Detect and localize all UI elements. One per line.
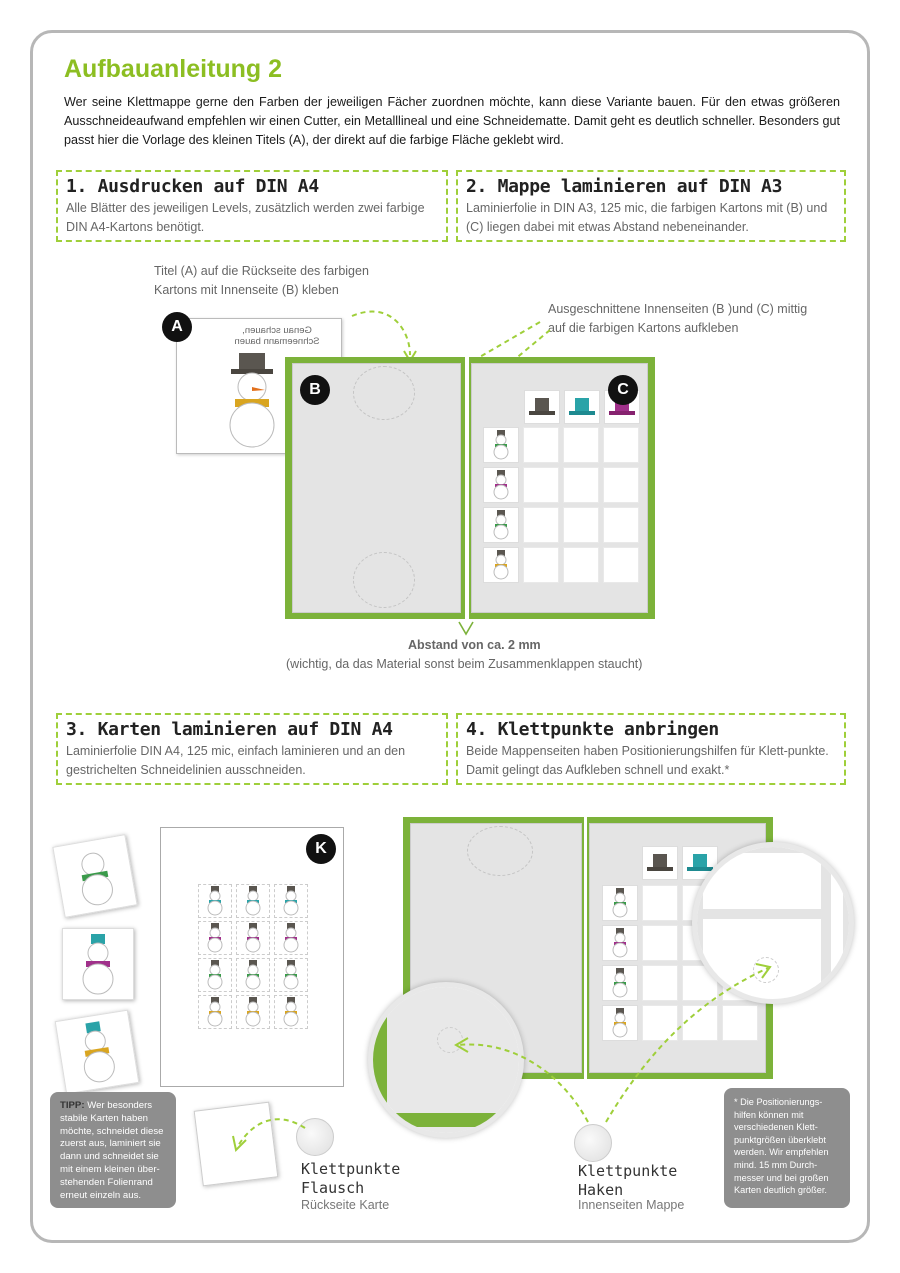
empty-slot bbox=[563, 467, 599, 503]
arrow-haken-left bbox=[458, 1044, 588, 1122]
velcro-guide bbox=[353, 552, 415, 608]
step-3-text: Laminierfolie DIN A4, 125 mic, einfach laminieren und an den gestrichelten Schneidelinien ausschneiden. bbox=[66, 744, 406, 777]
intro-paragraph: Wer seine Klettmappe gerne den Farben der jeweiligen Fächer zuordnen möchte, kann diese Variante bauen. Für den etwas größeren Ausschneideaufwand empfehlen wir einen Cutter, ein Metalllineal und eine Schneidematte. Damit geht es deutlich schneller. Besonders gut passt hier die Vorlage des kleinen Titels (A), der direkt auf die farbige Fläche geklebt wird. bbox=[64, 95, 840, 147]
folder-gap bbox=[465, 357, 469, 619]
inner-pages-note: Ausgeschnittene Innenseiten (B )und (C) mittig auf die farbigen Kartons aufkleben bbox=[548, 302, 808, 335]
step-3-heading: 3. Karten laminieren auf DIN A4 bbox=[66, 719, 393, 740]
snowman-icon bbox=[217, 349, 287, 449]
arrow-title-to-b bbox=[352, 312, 410, 355]
step-2-heading: 2. Mappe laminieren auf DIN A3 bbox=[466, 176, 783, 197]
badge-a: A bbox=[162, 312, 192, 342]
velcro-haken-name: Klettpunkte Haken bbox=[578, 1162, 678, 1199]
page-title: Aufbauanleitung 2 bbox=[64, 55, 283, 83]
badge-c: C bbox=[608, 375, 638, 405]
snowman-card bbox=[483, 547, 519, 583]
arrow-flausch bbox=[238, 1119, 305, 1146]
velcro-dot-icon bbox=[574, 1124, 612, 1162]
step-2-text: Laminierfolie in DIN A3, 125 mic, die farbigen Kartons mit (B) und (C) liegen dabei mit etwas Abstand nebeneinander. bbox=[466, 201, 828, 234]
snowman-card bbox=[483, 427, 519, 463]
snowman-card bbox=[483, 507, 519, 543]
snowman-icon bbox=[488, 550, 514, 580]
snowman-icon bbox=[488, 510, 514, 540]
snowman-icon bbox=[488, 470, 514, 500]
top-hat-icon bbox=[524, 390, 560, 424]
empty-slot bbox=[563, 507, 599, 543]
step-1-text: Alle Blätter des jeweiligen Levels, zusätzlich werden zwei farbige DIN A4-Kartons benötigt. bbox=[66, 201, 425, 234]
step-4-text: Beide Mappenseiten haben Positionierungshilfen für Klett-punkte. Damit gelingt das Aufkleben schnell und exakt.* bbox=[466, 744, 829, 777]
empty-slot bbox=[523, 427, 559, 463]
empty-slot bbox=[603, 547, 639, 583]
badge-k: K bbox=[306, 834, 336, 864]
empty-slot bbox=[523, 547, 559, 583]
gap-note-sub: (wichtig, da das Material sonst beim Zusammenklappen staucht) bbox=[286, 657, 643, 671]
gap-note-bold: Abstand von ca. 2 mm bbox=[408, 638, 541, 652]
empty-slot bbox=[603, 427, 639, 463]
gap-marker bbox=[459, 622, 473, 634]
snowman-icon bbox=[488, 430, 514, 460]
step-4-heading: 4. Klettpunkte anbringen bbox=[466, 719, 719, 740]
snowman-card bbox=[483, 467, 519, 503]
velcro-flausch-sub: Rückseite Karte bbox=[301, 1198, 390, 1212]
footnote-box: * Die Positionierungs-hilfen können mit verschiedenen Klett-punktgrößen überklebt werden. Wir empfehlen mind. 15 mm Durch-messer und bei großen Karten deutlich größer. bbox=[724, 1088, 850, 1208]
velcro-guide bbox=[353, 366, 415, 420]
top-hat-icon bbox=[564, 390, 600, 424]
step-1-heading: 1. Ausdrucken auf DIN A4 bbox=[66, 176, 319, 197]
empty-slot bbox=[563, 427, 599, 463]
badge-b: B bbox=[300, 375, 330, 405]
empty-slot bbox=[603, 467, 639, 503]
empty-slot bbox=[603, 507, 639, 543]
title-card-text: Genau schauen, Schneemann bauen bbox=[234, 325, 320, 347]
empty-slot bbox=[523, 467, 559, 503]
empty-slot bbox=[563, 547, 599, 583]
velcro-flausch-name: Klettpunkte Flausch bbox=[301, 1160, 401, 1197]
empty-slot bbox=[523, 507, 559, 543]
title-a-note: Titel (A) auf die Rückseite des farbigen Kartons mit Innenseite (B) kleben bbox=[154, 264, 369, 297]
folder-upper bbox=[285, 357, 655, 619]
arrowhead-haken-right bbox=[756, 964, 770, 978]
tip-text: Wer besonders stabile Karten haben möchte, schneidet diese zuerst aus, laminiert sie dann und schneidet sie mit einem kleinen über-stehenden Folienrand erneut einzeln aus. bbox=[60, 1100, 164, 1201]
velcro-haken-sub: Innenseiten Mappe bbox=[578, 1198, 685, 1212]
tip-label: TIPP: bbox=[60, 1100, 85, 1111]
